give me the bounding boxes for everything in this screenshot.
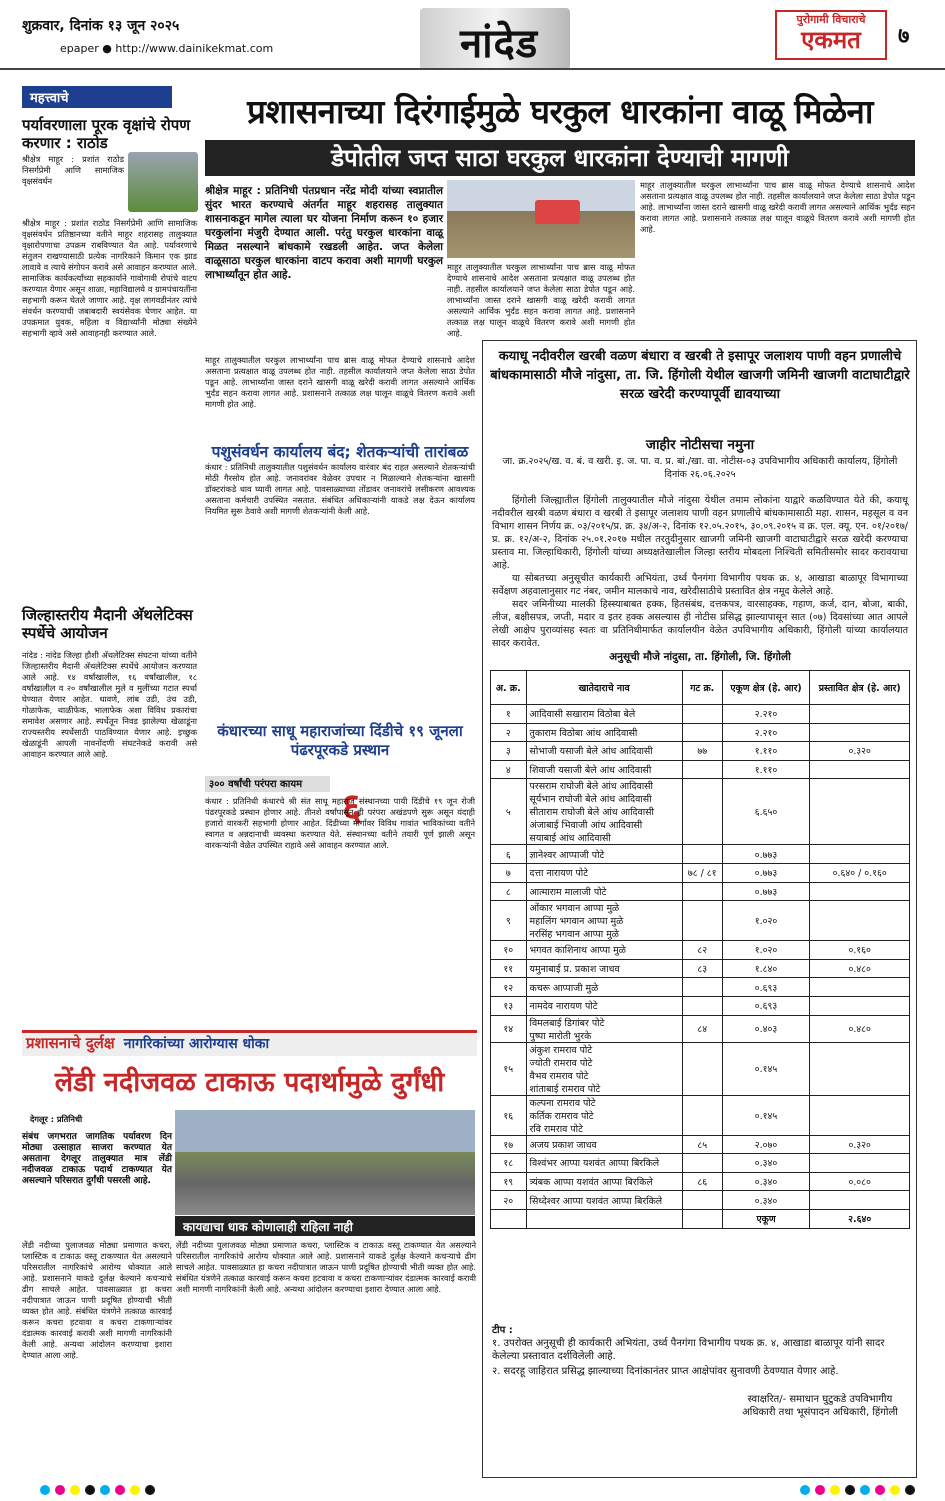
table-cell: ७७ [682,742,722,761]
side-story-2-headline: जिल्हास्तरीय मैदानी अ‍ॅथलेटिक्स स्पर्धेचे आयोजन [22,606,193,642]
pashu-headline: पशुसंवर्धन कार्यालय बंद; शेतकऱ्यांची तारांबळ [211,443,469,461]
table-row [491,760,910,779]
page-number: ७ [898,24,910,49]
lendi-headline: लेंडी नदीजवळ टाकाऊ पदार्थामुळे दुर्गंधी [54,1067,445,1098]
table-cell: ८६ [682,1172,722,1191]
epaper-link[interactable]: epaper ● http://www.dainikekmat.com [60,42,274,55]
table-row [491,779,910,845]
table-row [491,723,910,742]
lendi-byline: देगलूर : प्रतिनिधी [30,1114,83,1124]
road-photo [175,1110,475,1215]
note-heading: टीप : [492,1325,513,1336]
main-body-2: माहूर तालुक्यातील घरकुल लाभार्थ्यांना पाच ब्रास वाळू मोफत देण्याचे शासनाचे आदेश असताना प्रत्यक्षात वाळू उपलब्ध होत नाही. तहसील कार्यालयाने जप्त केलेला साठा डेपोत पडून आहे. लाभार्थ्यांना जास्त दराने खासगी वाळू खरेदी करावी लागत असल्याने आर्थिक भुर्दंड सहन करावा लागत आहे. प्रशासनाने तत्काळ लक्ष घालून वाळूचे वितरण करावे अशी मागणी होत आहे. [447,262,635,338]
table-cell: ३ [491,742,527,761]
kicker-red: प्रशासनाचे दुर्लक्ष [26,1034,115,1052]
annexure-col-4: प्रस्तावित क्षेत्र (हे. आर) [810,671,910,705]
table-row [491,705,910,724]
table-cell: १.११० [722,742,810,761]
table-cell [810,779,910,845]
table-row [491,1042,910,1095]
table-cell: १० [491,941,527,960]
table-cell: १.११० [722,760,810,779]
notice-reference: जा. क्र.२०२५/ख. व. बं. व खरी. इ. ज. पा. व. प्र. बां./खा. वा. नोटीस-०३ उपविभागीय अधिकारी कार्यालय, हिंगोली दिनांक २६.०६.२०२५ [502,456,898,480]
table-cell: ११ [491,959,527,978]
table-row [491,845,910,864]
table-cell [682,901,722,941]
table-row [491,901,910,941]
registration-dot [890,1485,900,1495]
annexure-col-2: गट क्र. [682,671,722,705]
table-cell: ०.३४० [722,1191,810,1210]
table-cell: ८५ [682,1135,722,1154]
table-cell: अंकुश रामराव पोटे ज्योती रामराव पोटे वैभव रामराव पोटे शांताबाई रामराव पोटे [526,1042,682,1095]
table-cell [682,882,722,901]
table-cell: २ [491,723,527,742]
registration-dot [875,1485,885,1495]
side-story-1-headline: पर्यावरणाला पूरक वृक्षांचे रोपण करणार : राठोड [22,116,191,152]
road-photo-caption: कायद्याचा धाक कोणालाही राहिला नाही [175,1216,475,1236]
table-row [491,996,910,1015]
table-cell: शिवाजी यसाजी बेले आंध आदिवासी [526,760,682,779]
table-cell: १.८४० [722,959,810,978]
table-cell: १.०२० [722,901,810,941]
table-cell: ४ [491,760,527,779]
table-cell: ९ [491,901,527,941]
table-cell: ८४ [682,1015,722,1042]
table-cell [810,723,910,742]
table-cell: ओंकार भगवान आप्पा मुळे महालिंग भगवान आप्पा मुळे नरसिंह भगवान आप्पा मुळे [526,901,682,941]
table-cell: सिध्देश्वर आप्पा यशवंत आप्पा बिरकिले [526,1191,682,1210]
table-cell: ८२ [682,941,722,960]
dindi-headline: कंधारच्या साधू महाराजांच्या दिंडीचे १९ जूनला पंढरपूरकडे प्रस्थान [217,722,463,759]
table-cell [810,996,910,1015]
table-cell [810,1042,910,1095]
note-1: १. उपरोक्त अनुसूची ही कार्यकारी अभियंता, उर्ध्व पैनगंगा विभागीय पथक क्र. ४, आखाडा बाळापूर यांनी सादर केलेल्या प्रस्तावात दर्शविलेली आहे. [492,1338,885,1362]
table-cell: ०.३२० [810,1135,910,1154]
table-cell: ०.७७३ [722,845,810,864]
table-cell [682,996,722,1015]
table-row [491,1154,910,1173]
annexure-col-1: खातेदाराचे नाव [526,671,682,705]
main-body-3: माहूर तालुक्यातील घरकुल लाभार्थ्यांना पाच ब्रास वाळू मोफत देण्याचे शासनाचे आदेश असताना प्रत्यक्षात वाळू उपलब्ध होत नाही. तहसील कार्यालयाने जप्त केलेला साठा डेपोत पडून आहे. लाभार्थ्यांना जास्त दराने खासगी वाळू खरेदी करावी लागत असल्याने आर्थिक भुर्दंड सहन करावा लागत आहे. प्रशासनाने तत्काळ लक्ष घालून वाळूचे वितरण करावे अशी मागणी होत आहे. [640,180,915,234]
brand-logo [775,10,887,60]
table-row [491,1172,910,1191]
registration-dot [55,1485,65,1495]
table-cell [682,760,722,779]
table-cell [810,1095,910,1135]
table-cell: ०.४८० [810,1015,910,1042]
table-cell: १.०२० [722,941,810,960]
table-cell: ७८ / ८१ [682,863,722,882]
table-cell: ०.०८० [810,1172,910,1191]
side-story-2-body: नांदेड : नांदेड जिल्हा हौशी अ‍ॅथलेटिक्स संघटना यांच्या वतीने जिल्हास्तरीय मैदानी अ‍ॅथलेटिक्स स्पर्धेचे आयोजन करण्यात आले आहे. १४ वर्षांखालील, १६ वर्षांखालील, १८ वर्षांखालील व २० वर्षांखालील मुले व मुलींच्या गटात स्पर्धा घेण्यात येणार आहेत. धावणे, लांब उडी, उंच उडी, गोळाफेक, थाळीफेक, भालाफेक अशा विविध प्रकारांचा समावेश असणार आहे. स्पर्धेतून निवड झालेल्या खेळाडूंना राज्यस्तरीय स्पर्धेसाठी पाठविण्यात येणार आहे. इच्छुक खेळाडूंनी आपली नावनोंदणी संघटनेकडे करावी असे आवाहन करण्यात आले आहे. [22,650,197,759]
table-cell: १३ [491,996,527,1015]
kicker-blue: नागरिकांच्या आरोग्यास धोका [123,1036,270,1052]
table-cell: आदिवासी सखाराम विठोबा बेले [526,705,682,724]
issue-date: शुक्रवार, दिनांक १३ जून २०२५ [22,18,180,34]
registration-dot [830,1485,840,1495]
table-cell: २.२१० [722,723,810,742]
notice-para-2: या सोबतच्या अनुसूचीत कार्यकारी अभियंता, उर्ध्व पैनगंगा विभागीय पथक क्र. ४, आखाडा बाळापूर विभागाच्या सर्वेक्षण अहवालानुसार गट नंबर, जमीन मालकाचे नाव, खरेदीसाठीचे प्रस्तावित क्षेत्र नमूद केलेले आहे. [492,573,908,597]
table-cell: १ [491,705,527,724]
table-cell: १४ [491,1015,527,1042]
notice-para-3: सदर जमिनीच्या मालकी हिस्स्याबाबत हक्क, हितसंबंध, दत्तकपत्र, वारसाहक्क, गहाण, कर्ज, दान, बोजा, बाकी, लीज, बक्षीसपत्र, जप्ती, मदार व इतर हक्क असल्यास ही नोटीस प्रसिद्ध झाल्यापासून सात (०७) दिवसांच्या आत आपले लेखी आक्षेप पुराव्यांसह स्वतः वा प्रतिनिधीमार्फत कार्यालयीन वेळेत उपविभागीय अधिकारी, हिंगोली यांच्या कार्यालयात सादर करावेत. [492,599,908,649]
table-cell: दत्ता नारायण पोटे [526,863,682,882]
table-cell: ०.६९३ [722,996,810,1015]
lendi-body-2: लेंडी नदीच्या पुलाजवळ मोठ्या प्रमाणात कचरा, प्लास्टिक व टाकाऊ वस्तू टाकण्यात येत असल्याने परिसरातील नागरिकांचे आरोग्य धोक्यात आले आहे. प्रशासनाने याकडे दुर्लक्ष केल्याने कचऱ्याचे ढीग साचले आहेत. पावसाळ्यात हा कचरा नदीपात्रात जाऊन पाणी प्रदूषित होण्याची भीती व्यक्त होत आहे. संबंधित यंत्रणेने तत्काळ कारवाई करून कचरा हटवावा व कचरा टाकणाऱ्यांवर दंडात्मक कारवाई करावी अशी मागणी नागरिकांनी केली आहे. अन्यथा आंदोलन करण्याचा इशारा देण्यात आला आहे. [176,1240,476,1294]
signature-block: स्वाक्षरित/- समाधान घुटुकडे उपविभागीय अधिकारी तथा भूसंपादन अधिकारी, हिंगोली [742,1394,898,1418]
main-lead: श्रीक्षेत्र माहूर : प्रतिनिधी पंतप्रधान नरेंद्र मोदी यांच्या स्वप्नातील सुंदर भारत करण्याचे अंतर्गत माहूर शहरासह तालुक्यात शासनाकडून मागेल त्याला घर योजना निर्माण करून १० हजार घरकुलांना मंजुरी देण्यात आली. परंतु घरकुल धारकांना वाळू मिळत नसल्याने बांधकामे रखडली आहेत. जप्त केलेला वाळूसाठा घरकुल धारकांना वाटप करावा अशी मागणी घरकुल लाभार्थ्यांतून होत आहे. [205,185,443,281]
pashu-body: कंधार : प्रतिनिधी तालुक्यातील पशुसंवर्धन कार्यालय वारंवार बंद राहत असल्याने शेतकऱ्यांची मोठी गैरसोय होत आहे. जनावरांवर वेळेवर उपचार न मिळाल्याने शेतकऱ्यांना खासगी डॉक्टरांकडे धाव घ्यावी लागत आहे. पावसाळ्याच्या तोंडावर जनावरांचे लसीकरण आवश्यक असताना कर्मचारी उपस्थित नसतात. संबंधित अधिकाऱ्यांनी याकडे लक्ष देऊन कार्यालय नियमित सुरू ठेवावे अशी मागणी शेतकऱ्यांनी केली आहे. [205,462,475,516]
table-cell: ०.१४५ [722,1042,810,1095]
table-cell: यमुनाबाई प्र. प्रकाश जाधव [526,959,682,978]
table-cell [682,1095,722,1135]
table-cell: ८ [491,882,527,901]
annexure-col-3: एकूण क्षेत्र (हे. आर) [722,671,810,705]
table-cell [682,705,722,724]
table-cell: १८ [491,1154,527,1173]
table-cell: परसराम राघोजी बेले आंध आदिवासी सूर्यभान राघोजी बेले आंध आदिवासी सीताराम राघोजी बेले आंध आदिवासी अंजाबाई भिवाजी आंध आदिवासी सयाबाई आंध आदिवासी [526,779,682,845]
table-cell [682,845,722,864]
registration-dot [905,1485,915,1495]
table-row [491,941,910,960]
table-cell: कचरू आप्पाजी मुळे [526,978,682,997]
table-cell: ०.६९३ [722,978,810,997]
page-title: नांदेड [460,21,539,67]
table-row [491,742,910,761]
table-cell: ०.३४० [722,1154,810,1173]
table-cell: ०.३२० [810,742,910,761]
notice-para-1: हिंगोली जिल्ह्यातील हिंगोली तालुक्यातील मौजे नांदुसा येथील तमाम लोकांना याद्वारे कळविण्यात येते की, कयाधू नदीवरील खरबी वळण बंधारा व खरबी ते इसापूर जलाशय पाणी वहन प्रणालीचे बांधकामासाठी महा. शासन, महसूल व वन विभाग शासन निर्णय क्र. ०३/२०१५/प्र. क्र. ३४/अ-२, दिनांक १२.०५.२०१५, ३०.०९.२०१५ व क्र. एल. क्यू. एन. ०१/२०१७/प्र. क्र. १२/अ-२, दिनांक २५.०१.२०१७ मधील तरतुदीनुसार खाजगी जमिनी खाजगी वाटाघाटीद्वारे सरळ खरेदी करण्याचा प्रस्ताव मा. जिल्हाधिकारी, हिंगोली यांच्या अध्यक्षतेखालील जिल्हा स्तरीय मोबदला निश्चिती समितीसमोर सादर करावयाचा आहे. [492,495,908,571]
table-cell [810,845,910,864]
table-cell: सोभाजी यसाजी बेले आंध आदिवासी [526,742,682,761]
table-cell [810,1154,910,1173]
table-cell: ०.३४० [722,1172,810,1191]
brand-tagline: पुरोगामी विचाराचे [796,13,866,26]
table-cell: ज्ञानेश्वर आप्पाजी पोटे [526,845,682,864]
annexure-table [490,670,910,1229]
table-row [491,959,910,978]
registration-dot [800,1485,810,1495]
table-cell: ०.४८० [810,959,910,978]
table-cell: २० [491,1191,527,1210]
registration-dot [130,1485,140,1495]
table-cell [682,1042,722,1095]
table-cell [682,978,722,997]
table-row [491,1095,910,1135]
brand-name: एकमत [801,26,861,54]
side-story-1-body: श्रीक्षेत्र माहूर : प्रशांत राठोड निसर्गप्रेमी आणि सामाजिक वृक्षसंवर्धन प्रतिष्ठानच्या वतीने माहूर शहरासह तालुक्यात वृक्षारोपणाचा उपक्रम राबविण्यात येत आहे. पर्यावरणाचे संतुलन राखण्यासाठी प्रत्येक नागरिकाने किमान एक झाड लावावे व त्याचे संगोपन करावे असे आवाहन करण्यात आले. सामाजिक कार्यकर्त्यांच्या सहकार्याने गावोगावी रोपांचे वाटप करण्यात येणार असून शाळा, महाविद्यालये व ग्रामपंचायतींना सहभागी करून घेतले जाणार आहे. वृक्ष लागवडीनंतर त्यांचे संवर्धन करण्याची जबाबदारी स्वयंसेवक घेणार आहेत. या उपक्रमात युवक, महिला व विद्यार्थ्यांनी मोठ्या संख्येने सहभागी व्हावे असे आवाहनही करण्यात आले. [22,218,197,338]
table-cell [810,705,910,724]
table-cell: १५ [491,1042,527,1095]
lendi-body-1: लेंडी नदीच्या पुलाजवळ मोठ्या प्रमाणात कचरा, प्लास्टिक व टाकाऊ वस्तू टाकण्यात येत असल्याने परिसरातील नागरिकांचे आरोग्य धोक्यात आले आहे. प्रशासनाने याकडे दुर्लक्ष केल्याने कचऱ्याचे ढीग साचले आहेत. पावसाळ्यात हा कचरा नदीपात्रात जाऊन पाणी प्रदूषित होण्याची भीती व्यक्त होत आहे. संबंधित यंत्रणेने तत्काळ कारवाई करून कचरा हटवावा व कचरा टाकणाऱ्यांवर दंडात्मक कारवाई करावी अशी मागणी नागरिकांनी केली आहे. अन्यथा आंदोलन करण्याचा इशारा देण्यात आला आहे. [22,1240,172,1360]
notice-heading: जाहीर नोटीसचा नमुना [645,437,755,453]
table-cell: ०.४०३ [722,1015,810,1042]
side-story-1-intro: श्रीक्षेत्र माहूर : प्रशांत राठोड निसर्गप्रेमी आणि सामाजिक वृक्षसंवर्धन [22,154,124,186]
table-cell: ०.६४० / ०.१६० [810,863,910,882]
table-cell: १२ [491,978,527,997]
table-cell [810,882,910,901]
table-cell [682,779,722,845]
section-tag: महत्त्वाचे [22,86,172,108]
notice-title: कयाधू नदीवरील खरबी वळण बंधारा व खरबी ते इसापूर जलाशय पाणी वहन प्रणालीचे बांधकामासाठी मौजे नांदुसा, ता. जि. हिंगोली येथील खाजगी जमिनी खाजगी वाटाघाटीद्वारे सरळ खरेदी करण्यापूर्वी द्यावयाच्या [490,349,910,402]
annexure-col-0: अ. क्र. [491,671,527,705]
table-cell: ६ [491,845,527,864]
registration-dot [860,1485,870,1495]
registration-dot [70,1485,80,1495]
table-cell: भगवत काशिनाथ आप्पा मुळे [526,941,682,960]
table-cell: तुकाराम विठोबा आंध आदिवासी [526,723,682,742]
main-subheadline: डेपोतील जप्त साठा घरकुल धारकांना देण्याची मागणी [205,140,915,176]
registration-dot [845,1485,855,1495]
table-cell: विमलबाई डिगांबर पोटे पुष्पा मारोती भुरके [526,1015,682,1042]
table-cell [682,1191,722,1210]
main-body-1: माहूर तालुक्यातील घरकुल लाभार्थ्यांना पाच ब्रास वाळू मोफत देण्याचे शासनाचे आदेश असताना प्रत्यक्षात वाळू उपलब्ध होत नाही. तहसील कार्यालयाने जप्त केलेला साठा डेपोत पडून आहे. लाभार्थ्यांना जास्त दराने खासगी वाळू खरेदी करावी लागत असल्याने आर्थिक भुर्दंड सहन करावा लागत आहे. प्रशासनाने तत्काळ लक्ष घालून वाळूचे वितरण करावे अशी मागणी होत आहे. [205,355,475,409]
lendi-lead: संबंध जगभरात जागतिक पर्यावरण दिन मोठ्या उत्साहात साजरा करण्यात येत असताना देगलूर तालुक्यात मात्र लेंडी नदीजवळ टाकाऊ पदार्थ टाकण्यात येत असल्याने परिसरात दुर्गंधी पसरली आहे. [22,1132,172,1186]
table-cell: कल्पना रामराव पोटे कर्तिक रामराव पोटे रवि रामराव पोटे [526,1095,682,1135]
truck-shape [535,200,580,224]
table-row [491,1191,910,1210]
table-cell [810,1191,910,1210]
main-headline: प्रशासनाच्या दिरंगाईमुळे घरकुल धारकांना वाळू मिळेना [247,92,873,131]
table-cell: नामदेव नारायण पोटे [526,996,682,1015]
table-cell: २.२१० [722,705,810,724]
table-cell: ६.६५० [722,779,810,845]
table-cell [682,1154,722,1173]
registration-dot [815,1485,825,1495]
table-cell: ०.७७३ [722,882,810,901]
header-rule [0,68,945,70]
table-cell [810,901,910,941]
table-cell: त्र्यंबक आप्पा यशवंत आप्पा बिरकिले [526,1172,682,1191]
table-cell [810,760,910,779]
table-cell: १९ [491,1172,527,1191]
table-cell: आत्माराम मालाजी पोटे [526,882,682,901]
table-cell: ०.१४५ [722,1095,810,1135]
notice-body [492,494,908,650]
table-cell: ५ [491,779,527,845]
table-row [491,1015,910,1042]
table-total-row: एकूण २.६४० [491,1209,910,1228]
table-row [491,863,910,882]
annexure-title: अनुसूची मौजे नांदुसा, ता. हिंगोली, जि. हिंगोली [609,651,791,663]
table-cell: ०.७७३ [722,863,810,882]
lendi-kicker [22,1030,477,1056]
table-cell: ०.१६० [810,941,910,960]
dindi-body: कंधार : प्रतिनिधी कंधारचे श्री संत साधू महाराज संस्थानच्या पायी दिंडीचे १९ जून रोजी पंढरपूरकडे प्रस्थान होणार आहे. तीनशे वर्षांपासून ही परंपरा अखंडपणे सुरू असून यंदाही हजारो वारकरी सहभागी होणार आहेत. दिंडीच्या मार्गावर विविध गावांत भाविकांच्या वतीने स्वागत व अन्नदानाची व्यवस्था करण्यात येते. संस्थानच्या वतीने तयारी पूर्ण झाली असून वारकऱ्यांनी वेळेत उपस्थित राहावे असे आवाहन करण्यात आले. [205,796,475,850]
table-cell: विश्वंभर आप्पा यशवंत आप्पा बिरकिले [526,1154,682,1173]
table-cell [810,978,910,997]
table-row [491,978,910,997]
note-2: २. सदरहू जाहिरात प्रसिद्ध झाल्याच्या दिनांकानंतर प्राप्त आक्षेपांवर सुनावणी ठेवण्यात येणार आहे. [492,1366,839,1377]
table-cell: ८३ [682,959,722,978]
drop-cap: ६ [342,785,362,829]
table-cell: १७ [491,1135,527,1154]
table-row [491,1135,910,1154]
table-cell [682,723,722,742]
table-cell: १६ [491,1095,527,1135]
registration-dot [40,1485,50,1495]
registration-dot [145,1485,155,1495]
registration-dot [115,1485,125,1495]
table-row [491,882,910,901]
table-cell: २.०७० [722,1135,810,1154]
table-cell: ७ [491,863,527,882]
registration-dot [85,1485,95,1495]
table-cell: अजय प्रकाश जाधव [526,1135,682,1154]
tradition-tag: ३०० वर्षांची परंपरा कायम [205,776,330,792]
plant-photo [128,152,198,212]
registration-dot [100,1485,110,1495]
